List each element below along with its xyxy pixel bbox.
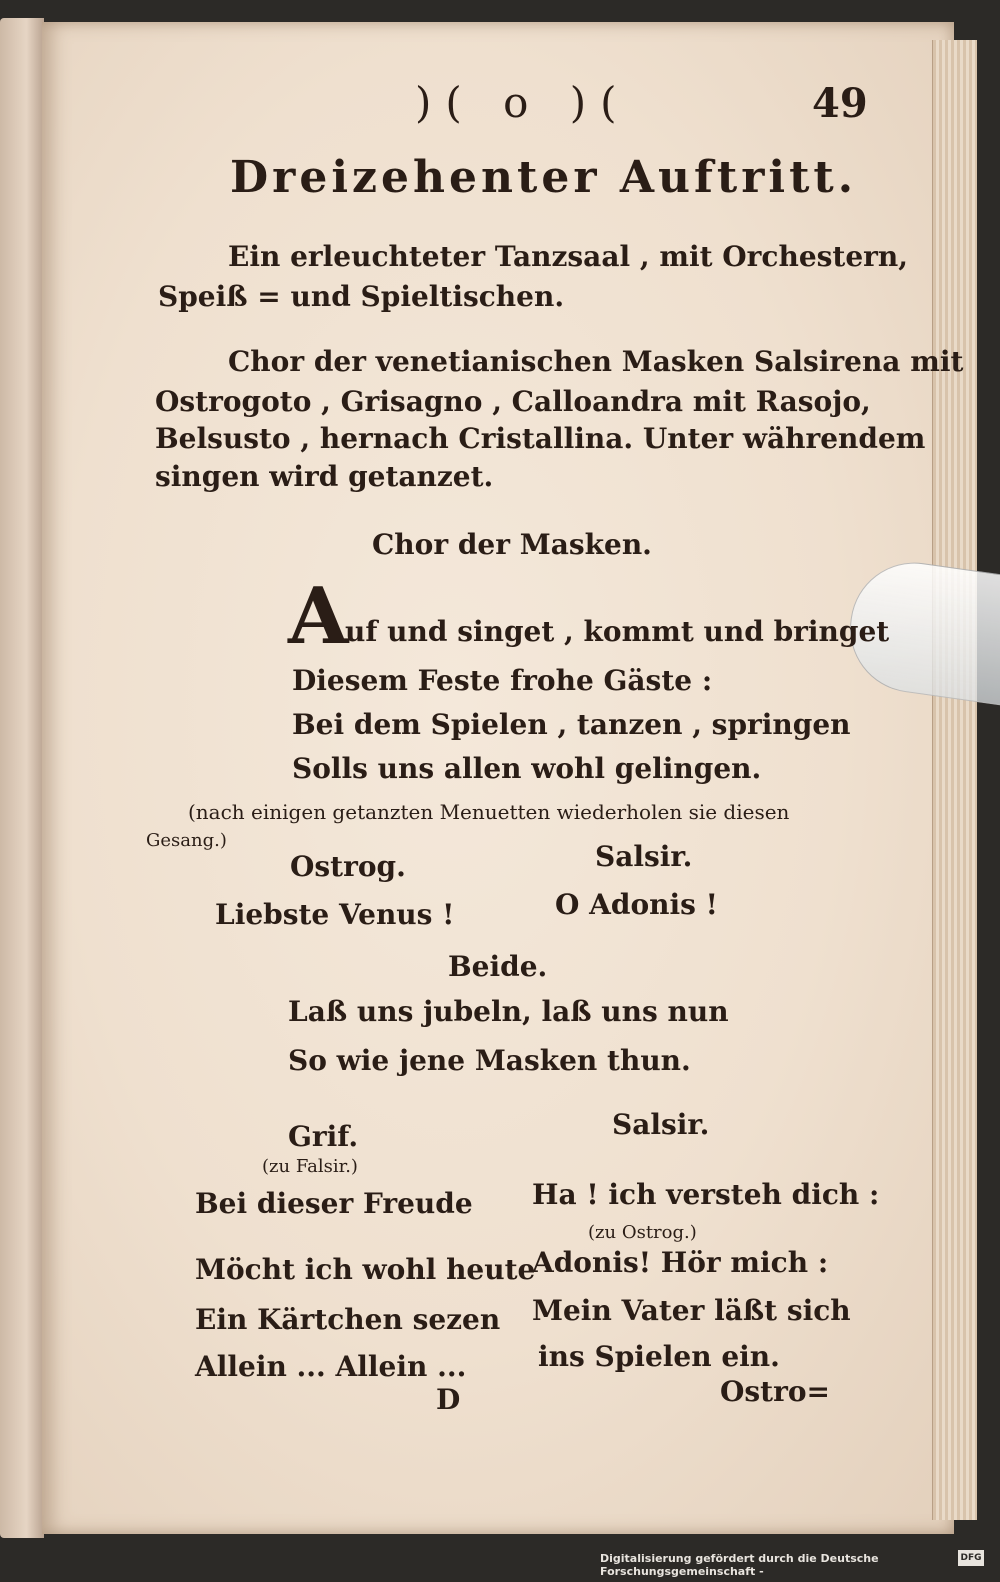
- grif-line1: Bei dieser Freude: [195, 1187, 473, 1220]
- speaker-salsir: Salsir.: [595, 840, 693, 873]
- salsir-line4: ins Spielen ein.: [538, 1340, 780, 1373]
- cast-line1: Chor der venetianischen Masken Salsirena mit: [228, 345, 964, 378]
- digitization-credit: Digitalisierung gefördert durch die Deutsche Forschungsgemeinschaft -: [600, 1552, 879, 1578]
- grif-line4: Allein ... Allein ...: [195, 1350, 467, 1383]
- speaker-ostrog: Ostrog.: [290, 850, 406, 883]
- speaker-salsir-2: Salsir.: [612, 1108, 710, 1141]
- dfg-logo: DFG: [958, 1550, 984, 1566]
- aside-zu-falsir: (zu Falsir.): [262, 1156, 358, 1177]
- aside-zu-ostrog: (zu Ostrog.): [588, 1222, 697, 1243]
- speaker-grif: Grif.: [288, 1120, 359, 1153]
- both-line2: So wie jene Masken thun.: [288, 1044, 691, 1077]
- drop-cap: A: [288, 571, 349, 662]
- salsir-line2: Adonis! Hör mich :: [532, 1246, 829, 1279]
- chorus-heading: Chor der Masken.: [372, 528, 652, 561]
- salsir-line1: Ha ! ich versteh dich :: [532, 1178, 880, 1211]
- chorus-line2: Diesem Feste frohe Gäste :: [292, 664, 713, 697]
- salsir-line3: Mein Vater läßt sich: [532, 1294, 851, 1327]
- scene-title: Dreizehenter Auftritt.: [230, 152, 858, 203]
- both-line1: Laß uns jubeln, laß uns nun: [288, 995, 729, 1028]
- cast-line2: Ostrogoto , Grisagno , Calloandra mit Rasojo,: [155, 385, 871, 418]
- speaker-beide: Beide.: [448, 950, 548, 983]
- cast-line4: singen wird getanzet.: [155, 460, 494, 493]
- header-ornament: )( o )(: [415, 78, 631, 127]
- cast-line3: Belsusto , hernach Cristallina. Unter währendem: [155, 422, 926, 455]
- page-stack-edge: [932, 40, 977, 1520]
- stage-direction-line2: Speiß = und Spieltischen.: [158, 280, 565, 313]
- duet-right-line: O Adonis !: [555, 888, 718, 921]
- page-number: 49: [812, 80, 868, 127]
- chorus-line3: Bei dem Spielen , tanzen , springen: [292, 708, 851, 741]
- facing-page-edge: [0, 18, 44, 1538]
- grif-line3: Ein Kärtchen sezen: [195, 1303, 501, 1336]
- grif-line2: Möcht ich wohl heute: [195, 1253, 536, 1286]
- stage-direction-line1: Ein erleuchteter Tanzsaal , mit Orchestern,: [228, 240, 909, 273]
- note-line1: (nach einigen getanzten Menuetten wiederholen sie diesen: [188, 800, 790, 824]
- catchword: Ostro=: [720, 1375, 830, 1408]
- duet-left-line: Liebste Venus !: [215, 898, 455, 931]
- chorus-line4: Solls uns allen wohl gelingen.: [292, 752, 762, 785]
- chorus-line1: uf und singet , kommt und bringet: [345, 615, 890, 648]
- note-line2: Gesang.): [146, 830, 227, 851]
- signature-mark: D: [436, 1383, 461, 1416]
